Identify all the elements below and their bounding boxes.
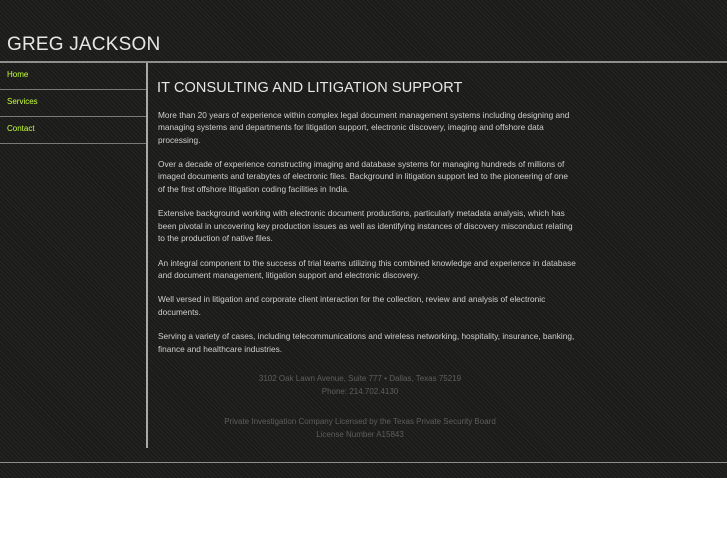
footer — [148, 373, 572, 441]
nav-item-services[interactable]: Services — [0, 90, 146, 117]
paragraph-imaging: Over a decade of experience constructing imaging and database systems for managing hundreds of millions of imaged documents and terabytes of electronic files. Background in litigation support led to the pioneering of one of the first offshore litigation coding facilities in India. — [158, 159, 569, 194]
page-title: IT CONSULTING AND LITIGATION SUPPORT — [157, 80, 463, 96]
paragraph-productions: Extensive background working with electronic document productions, particularly metadata analysis, which has been pivotal in uncovering key production issues as well as identifying instances of discovery misconduct relating to the production of native files. — [158, 208, 573, 243]
paragraph-cases: Serving a variety of cases, including telecommunications and wireless networking, hospitality, insurance, banking, finance and healthcare industries. — [158, 331, 575, 354]
footer-license-line: Private Investigation Company Licensed by the Texas Private Security Board — [224, 417, 496, 426]
main-content — [158, 63, 578, 355]
nav-item-home[interactable]: Home — [0, 63, 146, 90]
paragraph-litigation: Well versed in litigation and corporate client interaction for the collection, review and analysis of electronic documents. — [158, 294, 546, 317]
paragraph-experience: More than 20 years of experience within complex legal document management systems including designing and managing systems and departments for litigation support, electronic discovery, imaging and offshore data processing. — [158, 110, 570, 145]
footer-divider — [0, 462, 727, 463]
site-logo-title: GREG JACKSON — [7, 34, 161, 55]
paragraph-trial-teams: An integral component to the success of trial teams utilizing this combined knowledge and experience in database and document management, litigation support and electronic discovery. — [158, 257, 576, 280]
sidebar-nav — [0, 63, 146, 144]
footer-address: 3102 Oak Lawn Avenue, Suite 777 • Dallas, Texas 75219 — [258, 374, 462, 383]
nav-item-contact[interactable]: Contact — [0, 117, 146, 144]
footer-phone: Phone: 214.702.4130 — [321, 386, 399, 396]
footer-license-number: License Number A15843 — [316, 429, 404, 439]
